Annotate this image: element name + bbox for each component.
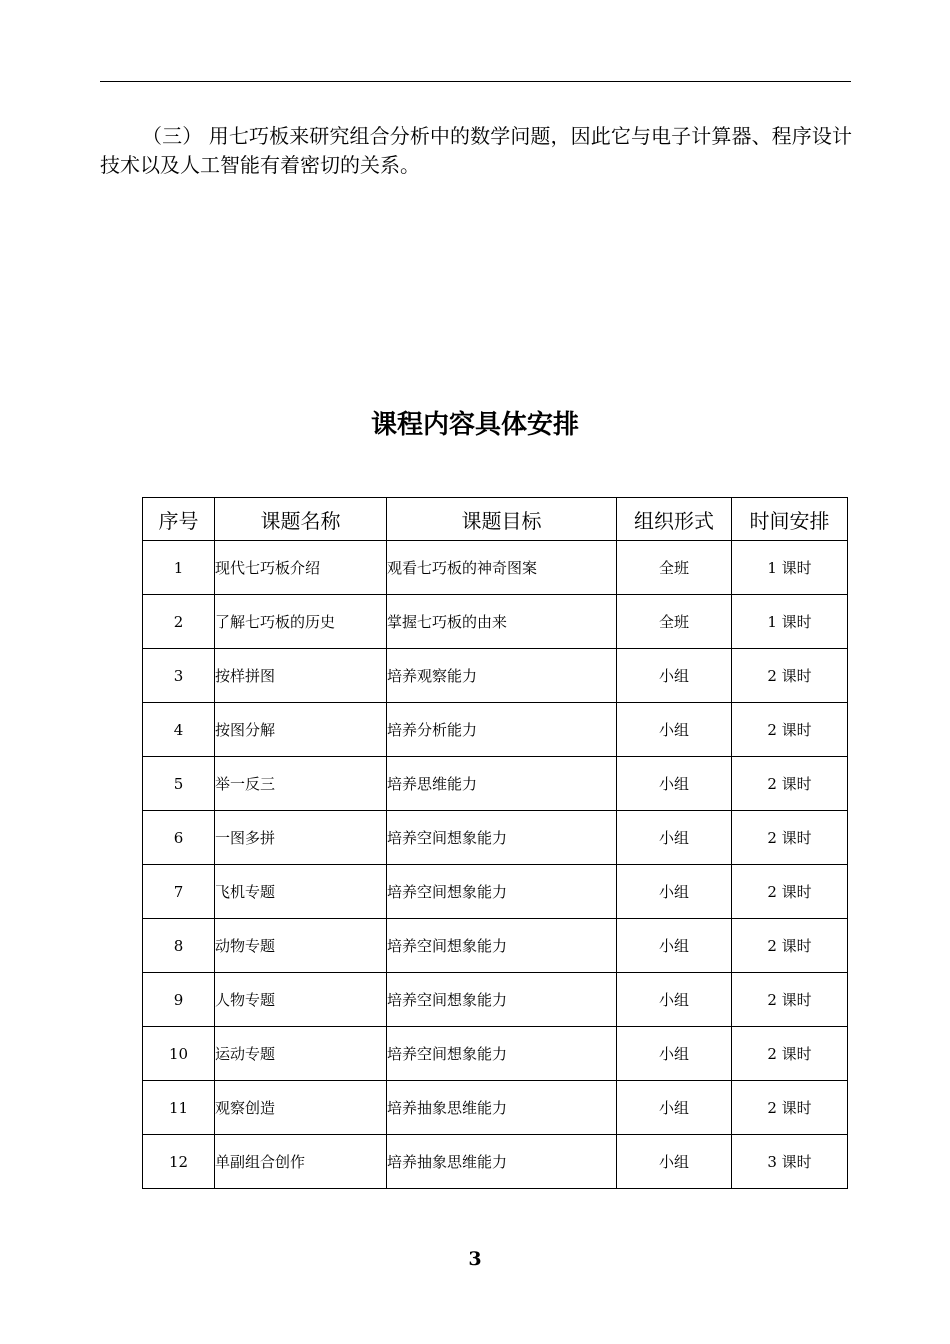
- cell-time: 3 课时: [732, 1135, 848, 1189]
- cell-name: 按样拼图: [215, 649, 387, 703]
- table-row: [143, 1081, 848, 1135]
- cell-form: 全班: [617, 541, 732, 595]
- cell-time: 2 课时: [732, 973, 848, 1027]
- cell-name: 了解七巧板的历史: [215, 595, 387, 649]
- table-row: [143, 973, 848, 1027]
- cell-goal: 培养空间想象能力: [387, 865, 617, 919]
- cell-goal: 培养分析能力: [387, 703, 617, 757]
- cell-form: 小组: [617, 757, 732, 811]
- table-row: [143, 1027, 848, 1081]
- intro-paragraph: （三） 用七巧板来研究组合分析中的数学问题，因此它与电子计算器、程序设计技术以及人工智能有着密切的关系。: [100, 124, 852, 177]
- table-row: [143, 541, 848, 595]
- cell-form: 小组: [617, 973, 732, 1027]
- cell-no: 8: [143, 919, 215, 973]
- table-row: [143, 1135, 848, 1189]
- header-form: 组织形式: [617, 498, 732, 541]
- cell-name: 现代七巧板介绍: [215, 541, 387, 595]
- cell-no: 3: [143, 649, 215, 703]
- section-title: 课程内容具体安排: [370, 410, 579, 440]
- table-row: [143, 703, 848, 757]
- cell-time: 1 课时: [732, 541, 848, 595]
- cell-name: 按图分解: [215, 703, 387, 757]
- cell-name: 运动专题: [215, 1027, 387, 1081]
- header-time: 时间安排: [732, 498, 848, 541]
- cell-no: 7: [143, 865, 215, 919]
- table-row: [143, 919, 848, 973]
- cell-time: 2 课时: [732, 1081, 848, 1135]
- cell-no: 5: [143, 757, 215, 811]
- cell-form: 小组: [617, 1027, 732, 1081]
- cell-no: 6: [143, 811, 215, 865]
- cell-time: 2 课时: [732, 811, 848, 865]
- cell-goal: 培养抽象思维能力: [387, 1135, 617, 1189]
- cell-form: 小组: [617, 1081, 732, 1135]
- cell-time: 2 课时: [732, 1027, 848, 1081]
- cell-goal: 培养观察能力: [387, 649, 617, 703]
- cell-goal: 培养抽象思维能力: [387, 1081, 617, 1135]
- header-no: 序号: [143, 498, 215, 541]
- course-schedule-table: [142, 497, 848, 1189]
- cell-no: 4: [143, 703, 215, 757]
- table-row: [143, 595, 848, 649]
- page-number: 3: [468, 1248, 482, 1270]
- cell-no: 10: [143, 1027, 215, 1081]
- cell-goal: 掌握七巧板的由来: [387, 595, 617, 649]
- header-name: 课题名称: [215, 498, 387, 541]
- cell-form: 小组: [617, 865, 732, 919]
- cell-name: 一图多拼: [215, 811, 387, 865]
- cell-no: 1: [143, 541, 215, 595]
- table-row: [143, 865, 848, 919]
- cell-goal: 培养空间想象能力: [387, 1027, 617, 1081]
- cell-no: 2: [143, 595, 215, 649]
- cell-name: 飞机专题: [215, 865, 387, 919]
- cell-goal: 培养思维能力: [387, 757, 617, 811]
- cell-form: 小组: [617, 1135, 732, 1189]
- table-body: [143, 541, 848, 1189]
- cell-time: 2 课时: [732, 919, 848, 973]
- cell-time: 2 课时: [732, 649, 848, 703]
- cell-form: 小组: [617, 649, 732, 703]
- cell-goal: 培养空间想象能力: [387, 919, 617, 973]
- cell-goal: 培养空间想象能力: [387, 811, 617, 865]
- cell-no: 9: [143, 973, 215, 1027]
- cell-time: 2 课时: [732, 865, 848, 919]
- cell-form: 小组: [617, 811, 732, 865]
- cell-name: 单副组合创作: [215, 1135, 387, 1189]
- cell-form: 全班: [617, 595, 732, 649]
- cell-time: 1 课时: [732, 595, 848, 649]
- cell-no: 11: [143, 1081, 215, 1135]
- cell-name: 观察创造: [215, 1081, 387, 1135]
- cell-time: 2 课时: [732, 703, 848, 757]
- header-goal: 课题目标: [387, 498, 617, 541]
- header-rule: [100, 81, 851, 82]
- cell-form: 小组: [617, 919, 732, 973]
- cell-name: 人物专题: [215, 973, 387, 1027]
- table-row: [143, 811, 848, 865]
- cell-name: 动物专题: [215, 919, 387, 973]
- cell-no: 12: [143, 1135, 215, 1189]
- table-row: [143, 757, 848, 811]
- cell-name: 举一反三: [215, 757, 387, 811]
- table-row: [143, 649, 848, 703]
- cell-goal: 培养空间想象能力: [387, 973, 617, 1027]
- cell-form: 小组: [617, 703, 732, 757]
- table-header-row: [143, 498, 848, 541]
- cell-goal: 观看七巧板的神奇图案: [387, 541, 617, 595]
- cell-time: 2 课时: [732, 757, 848, 811]
